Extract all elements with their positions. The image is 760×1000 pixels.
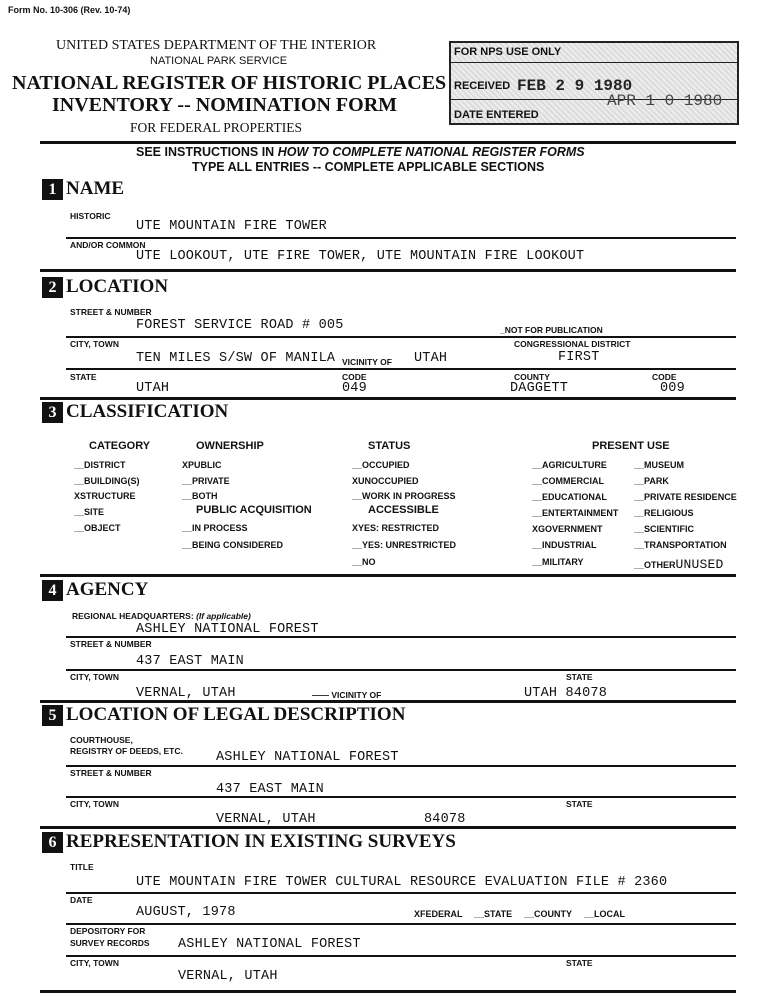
depository-value: ASHLEY NATIONAL FOREST bbox=[178, 937, 361, 952]
congressional-district-label: CONGRESSIONAL DISTRICT bbox=[514, 339, 631, 349]
category-option-checked: XSTRUCTURE bbox=[74, 491, 136, 501]
agency-state-value: UTAH 84078 bbox=[524, 686, 608, 701]
survey-level-local: __LOCAL bbox=[584, 909, 626, 919]
survey-level-federal-checked: XFEDERAL bbox=[414, 909, 463, 919]
historic-name-value: UTE MOUNTAIN FIRE TOWER bbox=[136, 219, 327, 234]
agency-vicinity-label: —— VICINITY OF bbox=[312, 690, 382, 700]
legal-street-label: STREET & NUMBER bbox=[70, 768, 152, 778]
state-code-value: 049 bbox=[342, 381, 367, 396]
present-use-option: __MUSEUM bbox=[634, 460, 685, 470]
city-town-label: CITY, TOWN bbox=[70, 339, 119, 349]
department-name: UNITED STATES DEPARTMENT OF THE INTERIOR bbox=[56, 38, 377, 53]
state-label: STATE bbox=[70, 372, 97, 382]
survey-date-value: AUGUST, 1978 bbox=[136, 905, 236, 920]
present-use-option: __MILITARY bbox=[532, 557, 584, 567]
form-number: Form No. 10-306 (Rev. 10-74) bbox=[8, 5, 131, 15]
city-town-value: TEN MILES S/SW OF MANILA bbox=[136, 351, 336, 366]
ownership-option: __BOTH bbox=[182, 491, 218, 501]
congressional-district-value: FIRST bbox=[558, 350, 600, 365]
regional-hq-label: REGIONAL HEADQUARTERS: (If applicable) bbox=[72, 611, 251, 621]
ownership-option-checked: XPUBLIC bbox=[182, 460, 222, 470]
present-use-option: __AGRICULTURE bbox=[532, 460, 607, 470]
present-use-option: __PRIVATE RESIDENCE bbox=[634, 492, 737, 502]
accessible-option-checked: XYES: RESTRICTED bbox=[352, 523, 440, 533]
survey-level-state: __STATE bbox=[474, 909, 513, 919]
header-rule bbox=[40, 141, 736, 144]
county-label: COUNTY bbox=[514, 372, 550, 382]
courthouse-label: COURTHOUSE, bbox=[70, 735, 133, 745]
present-use-option: __ENTERTAINMENT bbox=[532, 508, 619, 518]
county-code-label: CODE bbox=[652, 372, 677, 382]
form-subtitle: FOR FEDERAL PROPERTIES bbox=[130, 120, 302, 135]
survey-state-label: STATE bbox=[566, 958, 593, 968]
category-option: __SITE bbox=[74, 507, 105, 517]
not-for-publication: _NOT FOR PUBLICATION bbox=[500, 325, 603, 335]
vicinity-value: UTAH bbox=[414, 351, 448, 366]
present-use-option: __INDUSTRIAL bbox=[532, 540, 597, 550]
legal-zip-value: 84078 bbox=[424, 812, 466, 827]
status-heading: STATUS bbox=[368, 440, 411, 452]
present-use-option-other: __OTHERUNUSED bbox=[634, 557, 724, 572]
ownership-heading: OWNERSHIP bbox=[196, 440, 264, 452]
common-name-label: AND/OR COMMON bbox=[70, 240, 146, 250]
nps-box-title: FOR NPS USE ONLY bbox=[454, 46, 562, 58]
form-title-line1: NATIONAL REGISTER OF HISTORIC PLACES bbox=[12, 72, 447, 94]
date-entered-stamp: APR 1 0 1980 bbox=[607, 92, 723, 110]
section-name-heading: 1 NAME bbox=[42, 178, 124, 200]
agency-city-label: CITY, TOWN bbox=[70, 672, 119, 682]
legal-state-label: STATE bbox=[566, 799, 593, 809]
present-use-option-checked: XGOVERNMENT bbox=[532, 524, 603, 534]
nps-use-box bbox=[449, 41, 739, 125]
instructions-line1: SEE INSTRUCTIONS IN HOW TO COMPLETE NATIONAL REGISTER FORMS bbox=[136, 145, 585, 159]
present-use-option: __RELIGIOUS bbox=[634, 508, 694, 518]
vicinity-label: VICINITY OF bbox=[342, 357, 392, 367]
category-option: __DISTRICT bbox=[74, 460, 126, 470]
ownership-option: __PRIVATE bbox=[182, 476, 230, 486]
status-option: __WORK IN PROGRESS bbox=[352, 491, 456, 501]
instructions-line2: TYPE ALL ENTRIES -- COMPLETE APPLICABLE SECTIONS bbox=[192, 160, 545, 174]
other-use-value: UNUSED bbox=[675, 557, 724, 572]
survey-city-label: CITY, TOWN bbox=[70, 958, 119, 968]
present-use-option: __PARK bbox=[634, 476, 669, 486]
street-number-label: STREET & NUMBER bbox=[70, 307, 152, 317]
accessible-heading: ACCESSIBLE bbox=[368, 504, 439, 516]
acquisition-option: __BEING CONSIDERED bbox=[182, 540, 284, 550]
survey-title-value: UTE MOUNTAIN FIRE TOWER CULTURAL RESOURCE EVALUATION FILE # 2360 bbox=[136, 875, 668, 890]
service-name: NATIONAL PARK SERVICE bbox=[150, 55, 288, 67]
survey-title-label: TITLE bbox=[70, 862, 94, 872]
agency-city-value: VERNAL, UTAH bbox=[136, 686, 236, 701]
present-use-option: __EDUCATIONAL bbox=[532, 492, 607, 502]
accessible-option: __YES: UNRESTRICTED bbox=[352, 540, 457, 550]
registry-value: ASHLEY NATIONAL FOREST bbox=[216, 750, 399, 765]
legal-city-label: CITY, TOWN bbox=[70, 799, 119, 809]
present-use-option: __COMMERCIAL bbox=[532, 476, 605, 486]
category-option: __BUILDING(S) bbox=[74, 476, 140, 486]
accessible-option: __NO bbox=[352, 557, 376, 567]
category-heading: CATEGORY bbox=[89, 440, 151, 452]
street-number-value: FOREST SERVICE ROAD # 005 bbox=[136, 318, 344, 333]
agency-street-value: 437 EAST MAIN bbox=[136, 654, 244, 669]
public-acquisition-heading: PUBLIC ACQUISITION bbox=[196, 504, 312, 516]
received-label: RECEIVED bbox=[454, 80, 511, 92]
state-code-label: CODE bbox=[342, 372, 367, 382]
section-classification-heading: 3 CLASSIFICATION bbox=[42, 401, 228, 423]
legal-street-value: 437 EAST MAIN bbox=[216, 782, 324, 797]
survey-records-label: SURVEY RECORDS bbox=[70, 938, 150, 948]
present-use-option: __SCIENTIFIC bbox=[634, 524, 695, 534]
registry-label: REGISTRY OF DEEDS, ETC. bbox=[70, 746, 183, 756]
status-option: __OCCUPIED bbox=[352, 460, 410, 470]
state-value: UTAH bbox=[136, 381, 170, 396]
section-surveys-heading: 6 REPRESENTATION IN EXISTING SURVEYS bbox=[42, 831, 456, 853]
received-stamp: FEB 2 9 1980 bbox=[517, 77, 633, 95]
county-value: DAGGETT bbox=[510, 381, 569, 396]
section-legal-description-heading: 5 LOCATION OF LEGAL DESCRIPTION bbox=[42, 704, 405, 726]
agency-street-label: STREET & NUMBER bbox=[70, 639, 152, 649]
present-use-heading: PRESENT USE bbox=[592, 440, 670, 452]
section-location-heading: 2 LOCATION bbox=[42, 276, 168, 298]
historic-label: HISTORIC bbox=[70, 211, 111, 221]
survey-level-county: __COUNTY bbox=[524, 909, 573, 919]
form-title-line2: INVENTORY -- NOMINATION FORM bbox=[52, 94, 398, 116]
present-use-option: __TRANSPORTATION bbox=[634, 540, 727, 550]
depository-label: DEPOSITORY FOR bbox=[70, 926, 146, 936]
acquisition-option: __IN PROCESS bbox=[182, 523, 248, 533]
status-option-checked: XUNOCCUPIED bbox=[352, 476, 419, 486]
section-agency-heading: 4 AGENCY bbox=[42, 579, 148, 601]
category-option: __OBJECT bbox=[74, 523, 121, 533]
regional-hq-value: ASHLEY NATIONAL FOREST bbox=[136, 622, 319, 637]
legal-city-value: VERNAL, UTAH bbox=[216, 812, 316, 827]
agency-state-label: STATE bbox=[566, 672, 593, 682]
county-code-value: 009 bbox=[660, 381, 685, 396]
survey-date-label: DATE bbox=[70, 895, 93, 905]
date-entered-label: DATE ENTERED bbox=[454, 109, 539, 121]
survey-city-value: VERNAL, UTAH bbox=[178, 969, 278, 984]
common-name-value: UTE LOOKOUT, UTE FIRE TOWER, UTE MOUNTAIN FIRE LOOKOUT bbox=[136, 249, 585, 264]
